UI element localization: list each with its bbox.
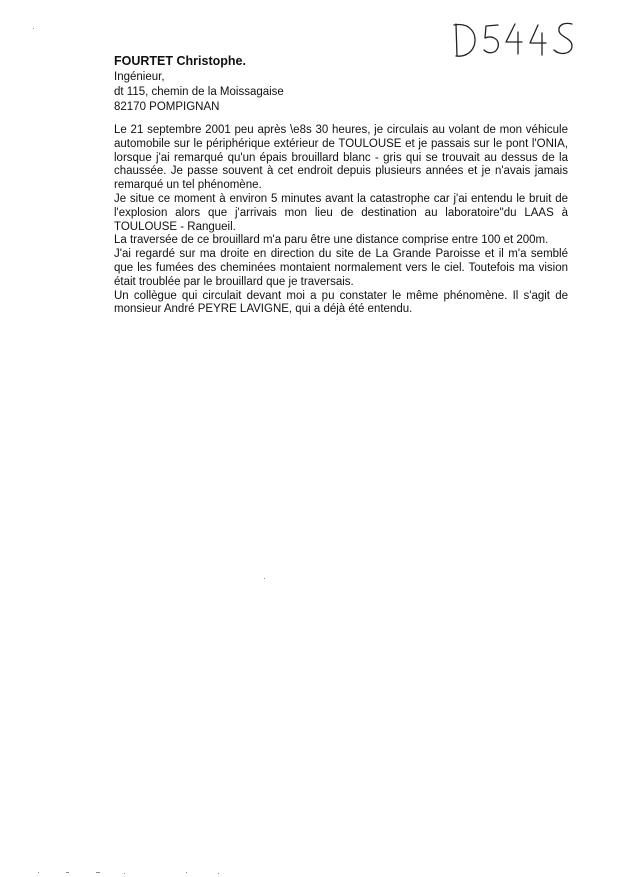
- paragraph-fog-observation: Le 21 septembre 2001 peu après \e8s 30 heures, je circulais au volant de mon véhicule automobile sur le périphérique extérieur de TOULOUSE et je passais sur le pont l'ONIA, lorsque j'ai remarqué qu'un épais brouillard blanc - gris qui se trouvait au dessus de la chaussée. Je passe souvent à cet endroit depuis plusieurs années et je n'avais jamais remarqué un tel phénomène.: [114, 124, 568, 192]
- scan-speck: [218, 873, 219, 874]
- scan-speck: [186, 872, 187, 873]
- testimony-body: [114, 124, 568, 317]
- scan-speck: [124, 873, 125, 874]
- paragraph-chimney-smoke: J'ai regardé sur ma droite en direction du site de La Grande Paroisse et il m'a semblé que les fumées des cheminées montaient normalement vers le ciel. Toutefois ma vision était troublée par le brouillard que je traversais.: [114, 248, 568, 288]
- author-address-street: dt 115, chemin de la Moissagaise: [114, 86, 284, 98]
- scan-speck: [66, 872, 69, 873]
- scan-speck: [33, 28, 34, 29]
- author-title: Ingénieur,: [114, 71, 165, 83]
- paragraph-timing: Je situe ce moment à environ 5 minutes avant la catastrophe car j'ai entendu le bruit de l'explosion alors que j'arrivais mon lieu de destination au laboratoire"du LAAS à TOULOUSE - Rangueil.: [114, 192, 568, 233]
- scan-speck: [264, 578, 265, 579]
- paragraph-colleague-witness: Un collègue qui circulait devant moi a pu constater le même phénomène. Il s'agit de monsieur André PEYRE LAVIGNE, qui a déjà été entendu.: [114, 289, 568, 316]
- author-name: FOURTET Christophe.: [114, 54, 246, 68]
- scan-speck: [96, 872, 100, 873]
- paragraph-fog-distance: La traversée de ce brouillard m'a paru être une distance comprise entre 100 et 200m.: [114, 234, 549, 247]
- author-address-city: 82170 POMPIGNAN: [114, 101, 220, 113]
- author-header: [114, 53, 534, 115]
- scan-speck: [38, 872, 39, 873]
